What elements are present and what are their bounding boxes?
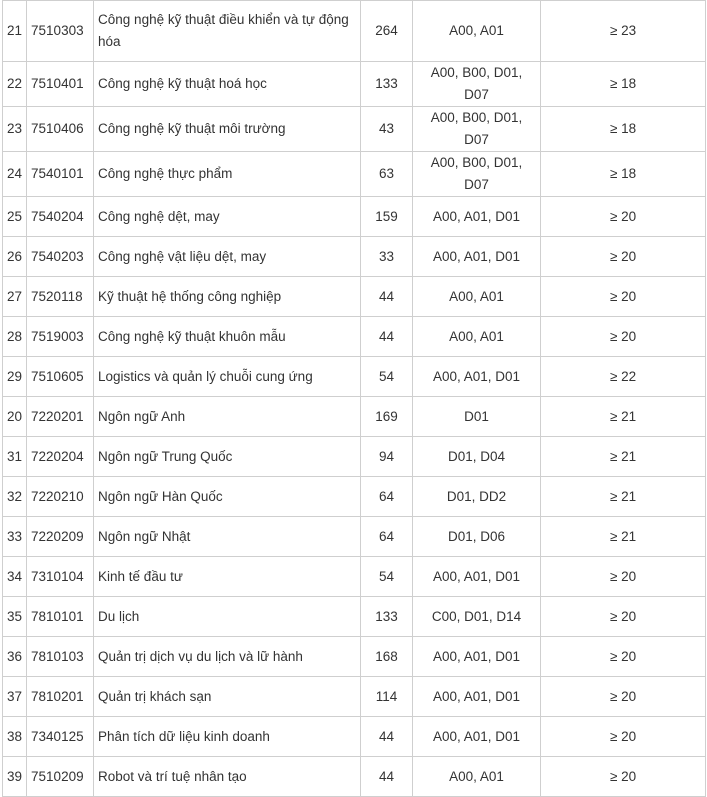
min-score-cell: ≥ 18	[541, 62, 706, 107]
quota-cell: 133	[361, 597, 413, 637]
major-name-cell: Du lịch	[94, 597, 361, 637]
subject-combination-cell: D01, DD2	[413, 477, 541, 517]
major-name-cell: Quản trị khách sạn	[94, 677, 361, 717]
min-score-cell: ≥ 22	[541, 357, 706, 397]
major-name-cell: Công nghệ kỹ thuật môi trường	[94, 107, 361, 152]
table-row	[3, 637, 706, 677]
quota-cell: 44	[361, 717, 413, 757]
min-score-cell: ≥ 20	[541, 237, 706, 277]
major-name-cell: Công nghệ thực phẩm	[94, 152, 361, 197]
major-name-cell: Ngôn ngữ Hàn Quốc	[94, 477, 361, 517]
major-name-cell: Công nghệ kỹ thuật điều khiển và tự động hóa	[94, 1, 361, 62]
min-score-cell: ≥ 20	[541, 677, 706, 717]
major-code-cell: 7810101	[27, 597, 94, 637]
quota-cell: 63	[361, 152, 413, 197]
subject-combination-cell: A00, A01, D01	[413, 557, 541, 597]
quota-cell: 44	[361, 277, 413, 317]
row-number-cell: 37	[3, 677, 27, 717]
major-code-cell: 7510209	[27, 757, 94, 797]
quota-cell: 168	[361, 637, 413, 677]
min-score-cell: ≥ 21	[541, 397, 706, 437]
major-name-cell: Quản trị dịch vụ du lịch và lữ hành	[94, 637, 361, 677]
subject-combination-cell: A00, A01, D01	[413, 637, 541, 677]
row-number-cell: 22	[3, 62, 27, 107]
quota-cell: 64	[361, 477, 413, 517]
min-score-cell: ≥ 20	[541, 757, 706, 797]
table-row	[3, 277, 706, 317]
quota-cell: 94	[361, 437, 413, 477]
table-row	[3, 237, 706, 277]
min-score-cell: ≥ 20	[541, 317, 706, 357]
min-score-cell: ≥ 23	[541, 1, 706, 62]
major-code-cell: 7310104	[27, 557, 94, 597]
major-name-cell: Logistics và quản lý chuỗi cung ứng	[94, 357, 361, 397]
major-code-cell: 7220201	[27, 397, 94, 437]
quota-cell: 114	[361, 677, 413, 717]
table-row	[3, 557, 706, 597]
row-number-cell: 25	[3, 197, 27, 237]
major-name-cell: Kỹ thuật hệ thống công nghiệp	[94, 277, 361, 317]
major-code-cell: 7340125	[27, 717, 94, 757]
row-number-cell: 27	[3, 277, 27, 317]
major-name-cell: Công nghệ vật liệu dệt, may	[94, 237, 361, 277]
major-code-cell: 7510605	[27, 357, 94, 397]
table-row	[3, 757, 706, 797]
major-code-cell: 7220209	[27, 517, 94, 557]
table-row	[3, 517, 706, 557]
subject-combination-cell: A00, B00, D01, D07	[413, 62, 541, 107]
row-number-cell: 26	[3, 237, 27, 277]
table-row	[3, 317, 706, 357]
major-name-cell: Kinh tế đầu tư	[94, 557, 361, 597]
major-name-cell: Công nghệ kỹ thuật hoá học	[94, 62, 361, 107]
row-number-cell: 24	[3, 152, 27, 197]
subject-combination-cell: A00, A01	[413, 757, 541, 797]
row-number-cell: 29	[3, 357, 27, 397]
quota-cell: 44	[361, 317, 413, 357]
min-score-cell: ≥ 20	[541, 557, 706, 597]
row-number-cell: 32	[3, 477, 27, 517]
table-row	[3, 477, 706, 517]
table-row	[3, 1, 706, 62]
major-name-cell: Robot và trí tuệ nhân tạo	[94, 757, 361, 797]
row-number-cell: 34	[3, 557, 27, 597]
row-number-cell: 39	[3, 757, 27, 797]
major-name-cell: Phân tích dữ liệu kinh doanh	[94, 717, 361, 757]
quota-cell: 33	[361, 237, 413, 277]
min-score-cell: ≥ 20	[541, 637, 706, 677]
table-row	[3, 357, 706, 397]
major-code-cell: 7519003	[27, 317, 94, 357]
table-row	[3, 677, 706, 717]
major-code-cell: 7520118	[27, 277, 94, 317]
major-code-cell: 7540204	[27, 197, 94, 237]
major-name-cell: Ngôn ngữ Anh	[94, 397, 361, 437]
table-row	[3, 152, 706, 197]
subject-combination-cell: D01, D06	[413, 517, 541, 557]
table-body	[3, 1, 706, 797]
row-number-cell: 33	[3, 517, 27, 557]
major-name-cell: Ngôn ngữ Trung Quốc	[94, 437, 361, 477]
row-number-cell: 23	[3, 107, 27, 152]
row-number-cell: 36	[3, 637, 27, 677]
quota-cell: 159	[361, 197, 413, 237]
quota-cell: 133	[361, 62, 413, 107]
row-number-cell: 35	[3, 597, 27, 637]
subject-combination-cell: A00, A01	[413, 317, 541, 357]
quota-cell: 264	[361, 1, 413, 62]
min-score-cell: ≥ 20	[541, 197, 706, 237]
quota-cell: 44	[361, 757, 413, 797]
subject-combination-cell: A00, A01, D01	[413, 677, 541, 717]
major-code-cell: 7810201	[27, 677, 94, 717]
subject-combination-cell: A00, B00, D01, D07	[413, 107, 541, 152]
min-score-cell: ≥ 21	[541, 477, 706, 517]
min-score-cell: ≥ 21	[541, 517, 706, 557]
admissions-table	[2, 0, 706, 797]
subject-combination-cell: A00, A01, D01	[413, 357, 541, 397]
row-number-cell: 21	[3, 1, 27, 62]
row-number-cell: 31	[3, 437, 27, 477]
row-number-cell: 38	[3, 717, 27, 757]
min-score-cell: ≥ 21	[541, 437, 706, 477]
subject-combination-cell: A00, A01	[413, 277, 541, 317]
row-number-cell: 28	[3, 317, 27, 357]
major-code-cell: 7220210	[27, 477, 94, 517]
min-score-cell: ≥ 20	[541, 277, 706, 317]
min-score-cell: ≥ 20	[541, 717, 706, 757]
table-row	[3, 197, 706, 237]
major-code-cell: 7540203	[27, 237, 94, 277]
major-code-cell: 7220204	[27, 437, 94, 477]
min-score-cell: ≥ 18	[541, 152, 706, 197]
major-code-cell: 7510406	[27, 107, 94, 152]
quota-cell: 169	[361, 397, 413, 437]
major-code-cell: 7510401	[27, 62, 94, 107]
subject-combination-cell: A00, A01, D01	[413, 237, 541, 277]
quota-cell: 43	[361, 107, 413, 152]
table-row	[3, 62, 706, 107]
subject-combination-cell: D01, D04	[413, 437, 541, 477]
table-row	[3, 107, 706, 152]
major-code-cell: 7810103	[27, 637, 94, 677]
subject-combination-cell: A00, A01, D01	[413, 197, 541, 237]
table-row	[3, 397, 706, 437]
major-name-cell: Công nghệ dệt, may	[94, 197, 361, 237]
subject-combination-cell: A00, A01, D01	[413, 717, 541, 757]
subject-combination-cell: A00, B00, D01, D07	[413, 152, 541, 197]
min-score-cell: ≥ 18	[541, 107, 706, 152]
major-code-cell: 7540101	[27, 152, 94, 197]
table-row	[3, 597, 706, 637]
quota-cell: 54	[361, 357, 413, 397]
quota-cell: 54	[361, 557, 413, 597]
table-row	[3, 437, 706, 477]
subject-combination-cell: C00, D01, D14	[413, 597, 541, 637]
major-name-cell: Ngôn ngữ Nhật	[94, 517, 361, 557]
subject-combination-cell: A00, A01	[413, 1, 541, 62]
subject-combination-cell: D01	[413, 397, 541, 437]
major-name-cell: Công nghệ kỹ thuật khuôn mẫu	[94, 317, 361, 357]
min-score-cell: ≥ 20	[541, 597, 706, 637]
major-code-cell: 7510303	[27, 1, 94, 62]
row-number-cell: 20	[3, 397, 27, 437]
table-row	[3, 717, 706, 757]
quota-cell: 64	[361, 517, 413, 557]
